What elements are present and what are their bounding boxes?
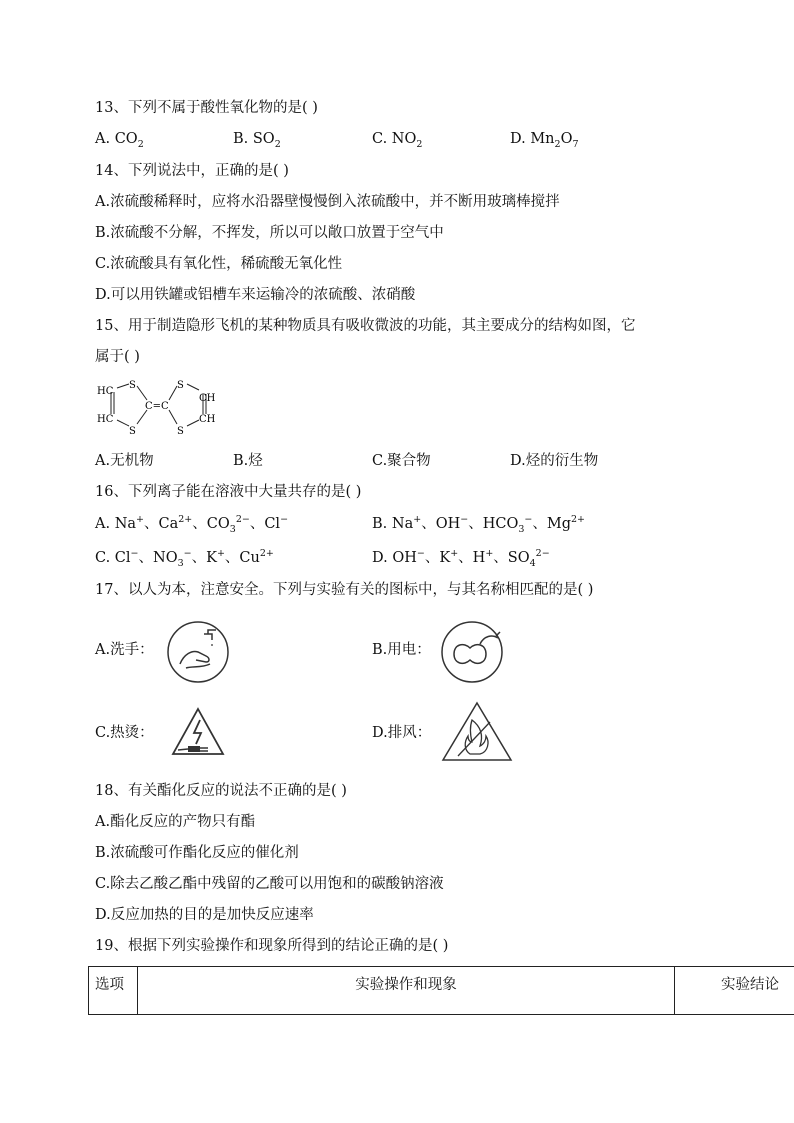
q18-option-a: A.酯化反应的产物只有酯 — [95, 814, 256, 830]
q15-stem-line1: 15、用于制造隐形飞机的某种物质具有吸收微波的功能，其主要成分的结构如图，它 — [95, 318, 636, 334]
q15-option-b: B.烃 — [233, 453, 263, 469]
q14-option-c: C.浓硫酸具有氧化性，稀硫酸无氧化性 — [95, 256, 343, 272]
q16-option-c: C. Cl−、$NO_3^-$、K+、$Cu^{2+}$ — [95, 548, 274, 569]
structure-s-top-left: S — [129, 380, 136, 391]
structure-ch-top: CH — [199, 393, 216, 404]
structure-s-bottom-right: S — [177, 426, 184, 437]
q15-stem-line2: 属于( ) — [95, 349, 140, 365]
q19-stem: 19、根据下列实验操作和现象所得到的结论正确的是( ) — [95, 938, 449, 954]
q17-stem: 17、以人为本，注意安全。下列与实验有关的图标中，与其名称相匹配的是( ) — [95, 582, 594, 598]
structure-center-cc: C=C — [145, 401, 169, 412]
structure-hc-bottom: HC — [97, 414, 114, 425]
q14-stem: 14、下列说法中，正确的是( ) — [95, 163, 289, 179]
q16-stem: 16、下列离子能在溶液中大量共存的是( ) — [95, 484, 362, 500]
q18-stem: 18、有关酯化反应的说法不正确的是( ) — [95, 783, 347, 799]
table-header-operation: 实验操作和现象 — [138, 967, 675, 1015]
q14-option-d: D.可以用铁罐或铝槽车来运输冷的浓硫酸、浓硝酸 — [95, 287, 416, 303]
table-row — [89, 967, 794, 1015]
structure-hc-top: HC — [97, 386, 114, 397]
q13-stem: 13、下列不属于酸性氧化物的是( ) — [95, 100, 318, 116]
q13-option-c: C. $NO_2$ — [372, 131, 423, 150]
q17-option-c: C.热烫： — [95, 725, 154, 741]
q16-option-d: D. OH−、K+、H+、$SO_4^{2-}$ — [372, 548, 550, 569]
hand-washing-icon — [166, 620, 230, 684]
table-header-option: 选项 — [89, 967, 138, 1015]
q15-option-d: D.烃的衍生物 — [510, 453, 599, 469]
q13-option-a: A. $CO_2$ — [95, 131, 144, 150]
electric-hazard-warning-icon — [170, 706, 226, 758]
q18-option-c: C.除去乙酸乙酯中残留的乙酸可以用饱和的碳酸钠溶液 — [95, 876, 444, 892]
q17-option-b: B.用电： — [372, 642, 431, 658]
structure-s-top-right: S — [177, 380, 184, 391]
fire-warning-icon — [440, 700, 514, 764]
q16-option-a: A. Na+、$Ca^{2+}$、$CO_3^{2-}$、Cl− — [95, 514, 289, 535]
q15-option-c: C.聚合物 — [372, 453, 431, 469]
q18-option-d: D.反应加热的目的是加快反应速率 — [95, 907, 314, 923]
q14-option-a: A.浓硫酸稀释时，应将水沿器壁慢慢倒入浓硫酸中，并不断用玻璃棒搅拌 — [95, 194, 560, 210]
table-header-conclusion: 实验结论 — [675, 967, 794, 1015]
molecular-structure-diagram — [95, 378, 225, 440]
q17-option-d: D.排风： — [372, 725, 432, 741]
q19-table — [88, 966, 794, 1015]
q16-option-b: B. Na+、OH−、$HCO_3^-$、$Mg^{2+}$ — [372, 514, 586, 535]
q13-option-b: B. $SO_2$ — [233, 131, 281, 150]
q15-option-a: A.无机物 — [95, 453, 154, 469]
q13-option-d: D. $Mn_2O_7$ — [510, 131, 579, 150]
q17-option-a: A.洗手： — [95, 642, 154, 658]
structure-ch-bottom: CH — [199, 414, 216, 425]
q14-option-b: B.浓硫酸不分解，不挥发，所以可以敞口放置于空气中 — [95, 225, 444, 241]
q18-option-b: B.浓硫酸可作酯化反应的催化剂 — [95, 845, 299, 861]
structure-s-bottom-left: S — [129, 426, 136, 437]
electricity-use-icon — [440, 620, 504, 684]
